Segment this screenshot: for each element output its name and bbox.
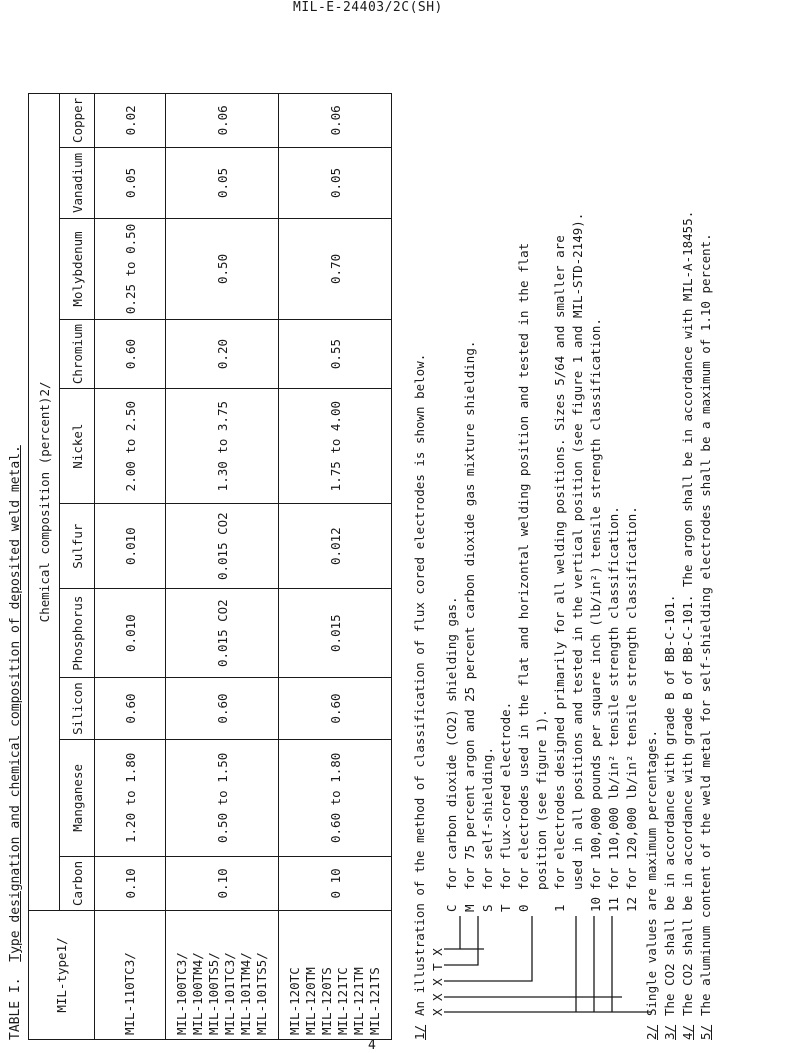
- table-cell: 0.012: [279, 504, 392, 589]
- legend-text: for self-shielding.: [480, 747, 495, 890]
- table-cell: 1.20 to 1.80: [95, 739, 166, 856]
- composition-table: [28, 93, 392, 1040]
- table-cell: 0.010: [95, 589, 166, 678]
- footnote-mark: 3/: [662, 1024, 677, 1040]
- table-cell: 0.010: [95, 504, 166, 589]
- table-cell: 2.00 to 2.50: [95, 389, 166, 504]
- table-cell: 0.60: [95, 319, 166, 388]
- table-cell: 0 10: [279, 856, 392, 910]
- rotated-content: [6, 40, 766, 1040]
- footnote-mark: 1/: [412, 1024, 427, 1040]
- legend-key: C: [444, 904, 459, 912]
- table-cell: 0.60: [95, 678, 166, 740]
- table-cell: 0.015 CO2: [166, 504, 279, 589]
- legend-text: for 120,000 lb/in² tensile strength classification.: [624, 506, 639, 890]
- table-title-text: Type designation and chemical composition of deposited weld metal.: [8, 445, 23, 962]
- legend-key: S: [480, 904, 495, 912]
- table-cell: 0.55: [279, 319, 392, 388]
- table-cell: 0.05: [166, 147, 279, 218]
- footnote-text: The CO2 shall be in accordance with grade B of BB-C-101. The argon shall be in accordance with MIL-A-18455.: [680, 210, 695, 1016]
- footnote-text: Single values are maximum percentages.: [644, 730, 659, 1016]
- col-header: Phosphorus: [60, 589, 95, 678]
- table-cell: 0.50: [166, 218, 279, 319]
- table-row: [95, 93, 166, 1039]
- table-row: [166, 93, 279, 1039]
- legend-text: for 75 percent argon and 25 percent carbon dioxide gas mixture shielding.: [462, 340, 477, 890]
- table-cell: 0.60: [279, 678, 392, 740]
- legend-key: 12: [624, 896, 639, 912]
- table-cell: 0.02: [95, 93, 166, 147]
- table-cell: 0.20: [166, 319, 279, 388]
- footnote-mark: 4/: [680, 1024, 695, 1040]
- table-cell: 0.015 CO2: [166, 589, 279, 678]
- legend-text: for 100,000 pounds per square inch (lb/in²) tensile strength classification.: [588, 318, 603, 890]
- table-cell: 0.05: [279, 147, 392, 218]
- footnote-text: The aluminum content of the weld metal for self-shielding electrodes shall be a maximum of 1.10 percent.: [698, 233, 713, 1016]
- table-cell: 1.75 to 4.00: [279, 389, 392, 504]
- col-header-type: MIL-type1/: [29, 911, 95, 1040]
- note-1-text: An illustration of the method of classification of flux cored electrodes is shown below.: [412, 353, 427, 1016]
- legend-text: for electrodes designed primarily for all welding positions. Sizes 5/64 and smaller are: [552, 235, 567, 890]
- legend-key: 0: [516, 904, 531, 912]
- document-header: MIL-E-24403/2C(SH): [293, 0, 443, 15]
- col-header: Manganese: [60, 739, 95, 856]
- col-header: Chromium: [60, 319, 95, 388]
- table-header-row: [29, 93, 60, 1039]
- legend-text: used in all positions and tested in the vertical position (see figure 1 and MIL-STD-2149).: [570, 212, 585, 890]
- col-header: Vanadium: [60, 147, 95, 218]
- footnote-mark: 5/: [698, 1024, 713, 1040]
- legend-text: for carbon dioxide (CO2) shielding gas.: [444, 596, 459, 890]
- legend-text: for electrodes used in the flat and horizontal welding position and tested in the flat: [516, 242, 531, 890]
- classification-tree-lines: [412, 890, 652, 1040]
- legend-text: for 110,000 lb/in² tensile strength classification.: [606, 506, 621, 890]
- table-cell: 0.60: [166, 678, 279, 740]
- table-cell: 0.50 to 1.50: [166, 739, 279, 856]
- legend-key: 10: [588, 896, 603, 912]
- page-number: 4: [368, 1038, 376, 1053]
- legend-key: 1: [552, 904, 567, 912]
- table-cell: 0.60 to 1.80: [279, 739, 392, 856]
- legend-key: T: [498, 904, 513, 912]
- legend-key: M: [462, 904, 477, 912]
- table-cell: 0.25 to 0.50: [95, 218, 166, 319]
- type-cell: MIL-110TC3/: [95, 911, 166, 1040]
- table-title: TABLE I. Type designation and chemical composition of deposited weld metal.: [8, 445, 23, 1040]
- col-header: Molybdenum: [60, 218, 95, 319]
- table-subheader-row: [60, 93, 95, 1039]
- table-cell: 0.10: [95, 856, 166, 910]
- table-row: [279, 93, 392, 1039]
- group-header: Chemical composition (percent)2/: [29, 93, 60, 910]
- table-cell: 0.06: [166, 93, 279, 147]
- legend-text: position (see figure 1).: [534, 709, 549, 890]
- col-header: Silicon: [60, 678, 95, 740]
- classification-code: X X X T X: [430, 948, 445, 1016]
- footnote-text: The CO2 shall be in accordance with grade B of BB-C-101.: [662, 594, 677, 1016]
- footnote-mark: 2/: [644, 1024, 659, 1040]
- table-cell: 0.10: [166, 856, 279, 910]
- legend-text: for flux-cored electrode.: [498, 701, 513, 890]
- legend-key: 11: [606, 896, 621, 912]
- type-cell: MIL-120TC MIL-120TM MIL-120TS MIL-121TC MIL-121TM MIL-121TS: [279, 911, 392, 1040]
- table-cell: 0.05: [95, 147, 166, 218]
- table-cell: 1.30 to 3.75: [166, 389, 279, 504]
- col-header: Nickel: [60, 389, 95, 504]
- type-cell: MIL-100TC3/ MIL-100TM4/ MIL-100TS5/ MIL-101TC3/ MIL-101TM4/ MIL-101TS5/: [166, 911, 279, 1040]
- col-header: Copper: [60, 93, 95, 147]
- col-header: Carbon: [60, 856, 95, 910]
- table-cell: 0.70: [279, 218, 392, 319]
- table-cell: 0.015: [279, 589, 392, 678]
- table-cell: 0.06: [279, 93, 392, 147]
- col-header: Sulfur: [60, 504, 95, 589]
